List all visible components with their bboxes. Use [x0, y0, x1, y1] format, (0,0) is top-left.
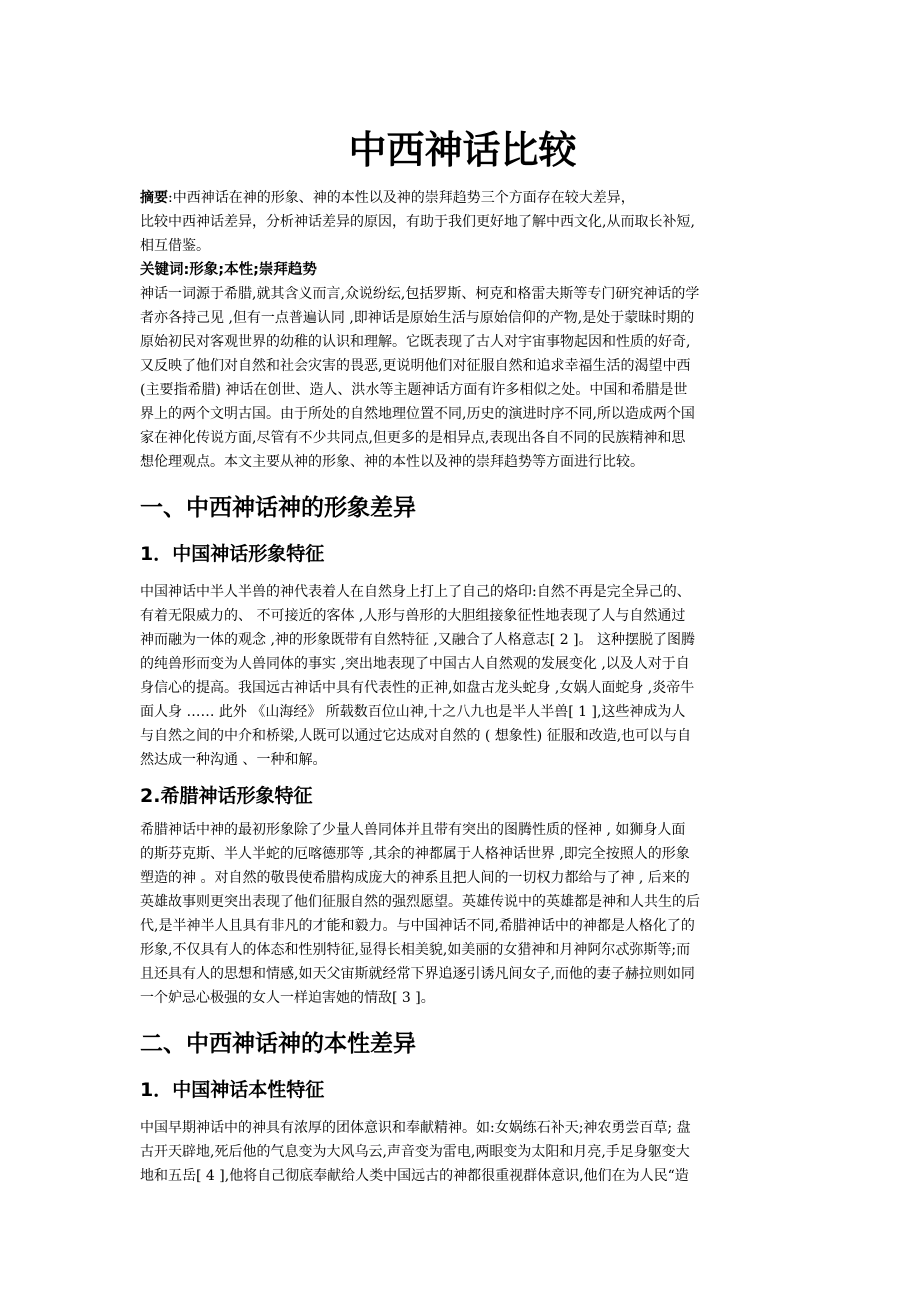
- text-line: 塑造的神 。对自然的敬畏使希腊构成庞大的神系且把人间的一切权力都给与了神 , 后来的: [140, 870, 690, 886]
- subsection-heading-1-2: 2.希腊神话形象特征: [140, 785, 313, 807]
- text-line: 且还具有人的思想和情感,如天父宙斯就经常下界追逐引诱凡间女子,而他的妻子赫拉则如同: [140, 966, 695, 982]
- text-line: 想伦理观点。本文主要从神的形象、神的本性以及神的崇拜趋势等方面进行比较。: [140, 454, 644, 470]
- intro-paragraph: [140, 282, 785, 474]
- abstract-line-2: 比较中西神话差异，分析神话差异的原因，有助于我们更好地了解中西文化,从而取长补短,: [140, 214, 695, 230]
- text-line: 神而融为一体的观念 ,神的形象既带有自然特征 ,又融合了人格意志[ 2 ]。 这种摆脱了图腾: [140, 632, 695, 648]
- text-line: 者亦各持己见 ,但有一点普遍认同 ,即神话是原始生活与原始信仰的产物,是处于蒙昧时期的: [140, 310, 695, 326]
- text-line: 界上的两个文明古国。由于所处的自然地理位置不同,历史的演进时序不同,所以造成两个国: [140, 406, 695, 422]
- text-line: (主要指希腊) 神话在创世、造人、洪水等主题神话方面有许多相似之处。中国和希腊是世: [140, 382, 688, 398]
- section-heading-2: 二、中西神话神的本性差异: [140, 1031, 416, 1057]
- abstract-text: :中西神话在神的形象、神的本性以及神的崇拜趋势三个方面存在较大差异，: [168, 190, 635, 206]
- text-line: 中国神话中半人半兽的神代表着人在自然身上打上了自己的烙印:自然不再是完全异己的、: [140, 584, 691, 600]
- text-line: 的纯兽形而变为人兽同体的事实 ,突出地表现了中国古人自然观的发展变化 ,以及人对于自: [140, 656, 690, 672]
- section-heading-1: 一、中西神话神的形象差异: [140, 495, 416, 521]
- text-line: 原始初民对客观世界的幼稚的认识和理解。它既表现了古人对宇宙事物起因和性质的好奇,: [140, 334, 691, 350]
- text-line: 与自然之间的中介和桥梁,人既可以通过它达成对自然的 ( 想象性) 征服和改造,也可以与自: [140, 728, 692, 744]
- text-line: 英雄故事则更突出表现了他们征服自然的强烈愿望。英雄传说中的英雄都是神和人共生的后: [140, 894, 700, 910]
- text-line: 面人身 …… 此外 《山海经》 所载数百位山神,十之八九也是半人半兽[ 1 ],这些神成为人: [140, 704, 686, 720]
- paragraph-1-2: [140, 818, 785, 1010]
- text-line: 代,是半神半人且具有非凡的才能和毅力。与中国神话不同,希腊神话中的神都是人格化了的: [140, 918, 695, 934]
- text-line: 形象,不仅具有人的体态和性别特征,显得长相美貌,如美丽的女猎神和月神阿尔忒弥斯等;而: [140, 942, 691, 958]
- document-page: [140, 0, 785, 1188]
- text-line: 又反映了他们对自然和社会灾害的畏恶,更说明他们对征服自然和追求幸福生活的渴望中西: [140, 358, 691, 374]
- text-line: 身信心的提高。我国远古神话中具有代表性的正神,如盘古龙头蛇身 ,女娲人面蛇身 ,炎帝牛: [140, 680, 695, 696]
- text-line: 中国早期神话中的神具有浓厚的团体意识和奉献精神。如:女娲练石补天;神农勇尝百草; 盘: [140, 1120, 691, 1136]
- text-line: 神话一词源于希腊,就其含义而言,众说纷纭,包括罗斯、柯克和格雷夫斯等专门研究神话的学: [140, 286, 700, 302]
- text-line: 希腊神话中神的最初形象除了少量人兽同体并且带有突出的图腾性质的怪神 , 如狮身人面: [140, 822, 686, 838]
- text-line: 地和五岳[ 4 ],他将自己彻底奉献给人类中国远古的神都很重视群体意识,他们在为人民“造: [140, 1168, 689, 1184]
- abstract-line-3: 相互借鉴。: [140, 238, 210, 254]
- document-title: 中西神话比较: [348, 128, 577, 172]
- paragraph-2-1: [140, 1116, 785, 1188]
- text-line: 的斯芬克斯、半人半蛇的厄喀德那等 ,其余的神都属于人格神话世界 ,即完全按照人的形象: [140, 846, 690, 862]
- abstract: [140, 186, 785, 258]
- abstract-line-1: [140, 186, 785, 210]
- text-line: 一个妒忌心极强的女人一样迫害她的情敌[ 3 ]。: [140, 990, 435, 1006]
- subsection-heading-1-1: 1．中国神话形象特征: [140, 543, 325, 565]
- text-line: 古开天辟地,死后他的气息变为大风乌云,声音变为雷电,两眼变为太阳和月亮,手足身躯变大: [140, 1144, 690, 1160]
- text-line: 有着无限威力的、 不可接近的客体 ,人形与兽形的大胆组接象征性地表现了人与自然通过: [140, 608, 686, 624]
- paragraph-1-1: [140, 580, 785, 772]
- abstract-label: 摘要: [140, 190, 168, 206]
- keywords: 关键词:形象;本性;崇拜趋势: [140, 262, 317, 278]
- text-line: 家在神化传说方面,尽管有不少共同点,但更多的是相异点,表现出各自不同的民族精神和思: [140, 430, 686, 446]
- subsection-heading-2-1: 1．中国神话本性特征: [140, 1079, 325, 1101]
- text-line: 然达成一种沟通 、一种和解。: [140, 752, 327, 768]
